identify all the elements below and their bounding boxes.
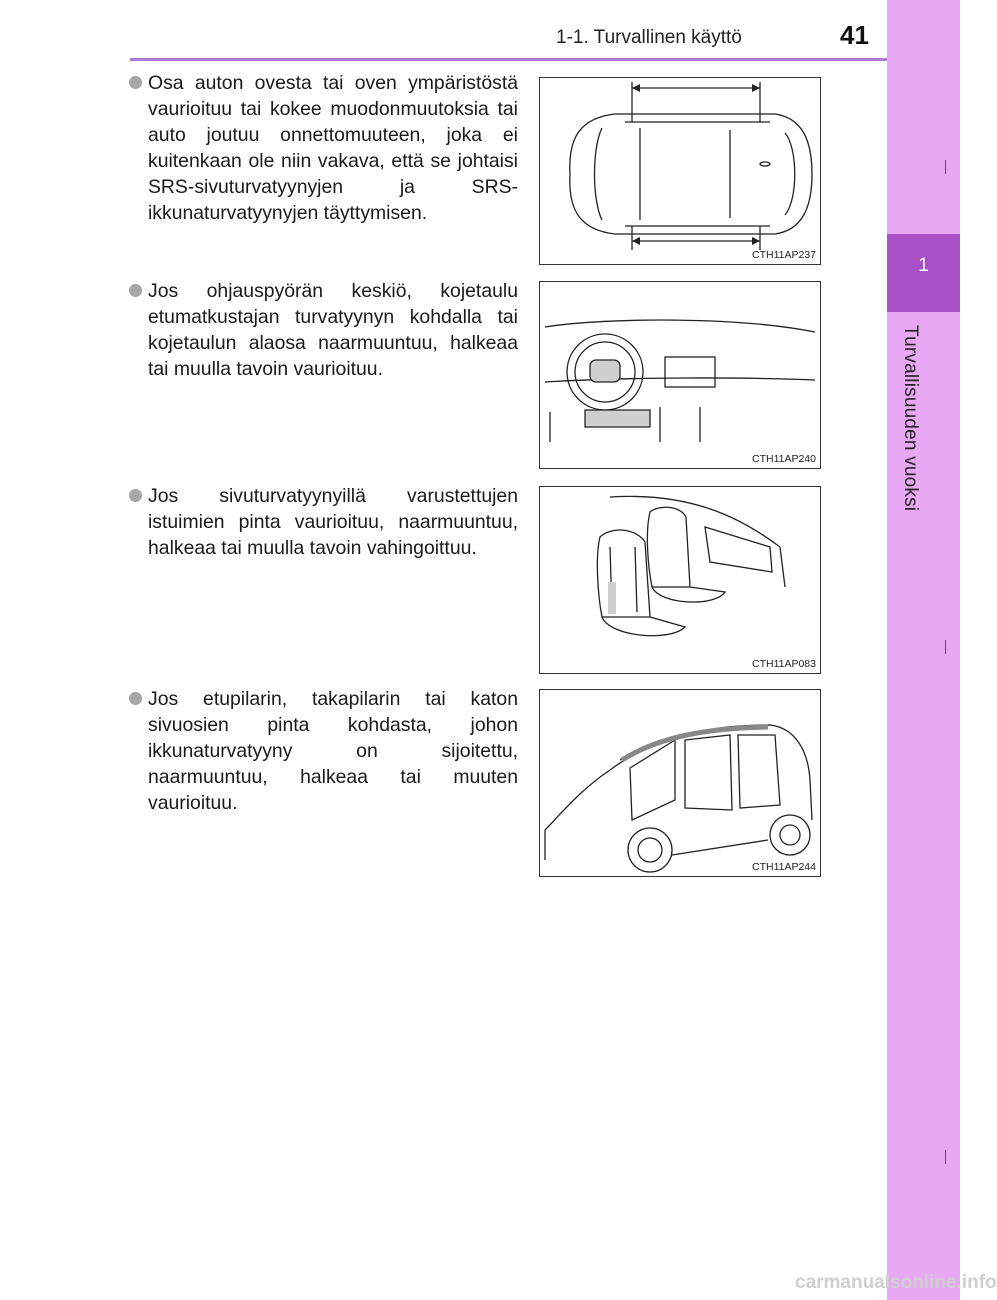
figure-code: CTH11AP083: [751, 658, 816, 670]
bullet-dot-icon: [129, 692, 142, 705]
figure-code: CTH11AP240: [751, 453, 816, 465]
tab-tick-mark: [945, 640, 946, 654]
car-side-interior-diagram-icon: [540, 690, 820, 876]
bullet-dot-icon: [129, 489, 142, 502]
list-item: [133, 483, 518, 561]
chapter-number: 1: [918, 255, 929, 276]
list-item: [133, 686, 518, 816]
footer-watermark: carmanualsonline.info: [795, 1272, 997, 1293]
figure-dashboard: [539, 281, 821, 469]
section-title: 1-1. Turvallinen käyttö: [556, 27, 742, 48]
list-item-text: Jos etupilarin, takapilarin tai katon sivuosien pinta kohdasta, johon ikkunaturvatyyny on sijoitettu, naarmuuntuu, halkeaa tai muuten vaurioituu.: [148, 688, 518, 814]
page-number: 41: [840, 20, 869, 50]
front-seats-diagram-icon: [540, 487, 820, 673]
car-top-view-diagram-icon: [540, 78, 820, 264]
tab-tick-mark: [945, 160, 946, 174]
figure-car-side-interior: [539, 689, 821, 877]
bullet-dot-icon: [129, 76, 142, 89]
list-item: [133, 278, 518, 382]
figure-car-top-view: [539, 77, 821, 265]
figure-front-seats: [539, 486, 821, 674]
side-tab: [887, 0, 960, 1300]
list-item-text: Jos sivuturvatyynyillä varustettujen istuimien pinta vaurioituu, naarmuuntuu, halkeaa tai muulla tavoin vahingoittuu.: [148, 485, 518, 559]
figure-code: CTH11AP237: [751, 249, 816, 261]
list-item-text: Osa auton ovesta tai oven ympäristöstä vaurioituu tai kokee muodonmuutoksia tai auto joutuu onnettomuuteen, joka ei kuitenkaan ole niin vakava, että se johtaisi SRS-sivuturvatyynyjen ja SRS-ikkunaturvatyynyjen täyttymisen.: [148, 72, 518, 224]
figure-code: CTH11AP244: [751, 861, 816, 873]
chapter-label: Turvallisuuden vuoksi: [900, 325, 921, 512]
tab-tick-mark: [945, 1150, 946, 1164]
dashboard-diagram-icon: [540, 282, 820, 468]
list-item: [133, 70, 518, 226]
bullet-dot-icon: [129, 284, 142, 297]
list-item-text: Jos ohjauspyörän keskiö, kojetaulu etumatkustajan turvatyynyn kohdalla tai kojetaulun alaosa naarmuuntuu, halkeaa tai muulla tavoin vaurioituu.: [148, 280, 518, 380]
header-divider: [130, 58, 887, 61]
